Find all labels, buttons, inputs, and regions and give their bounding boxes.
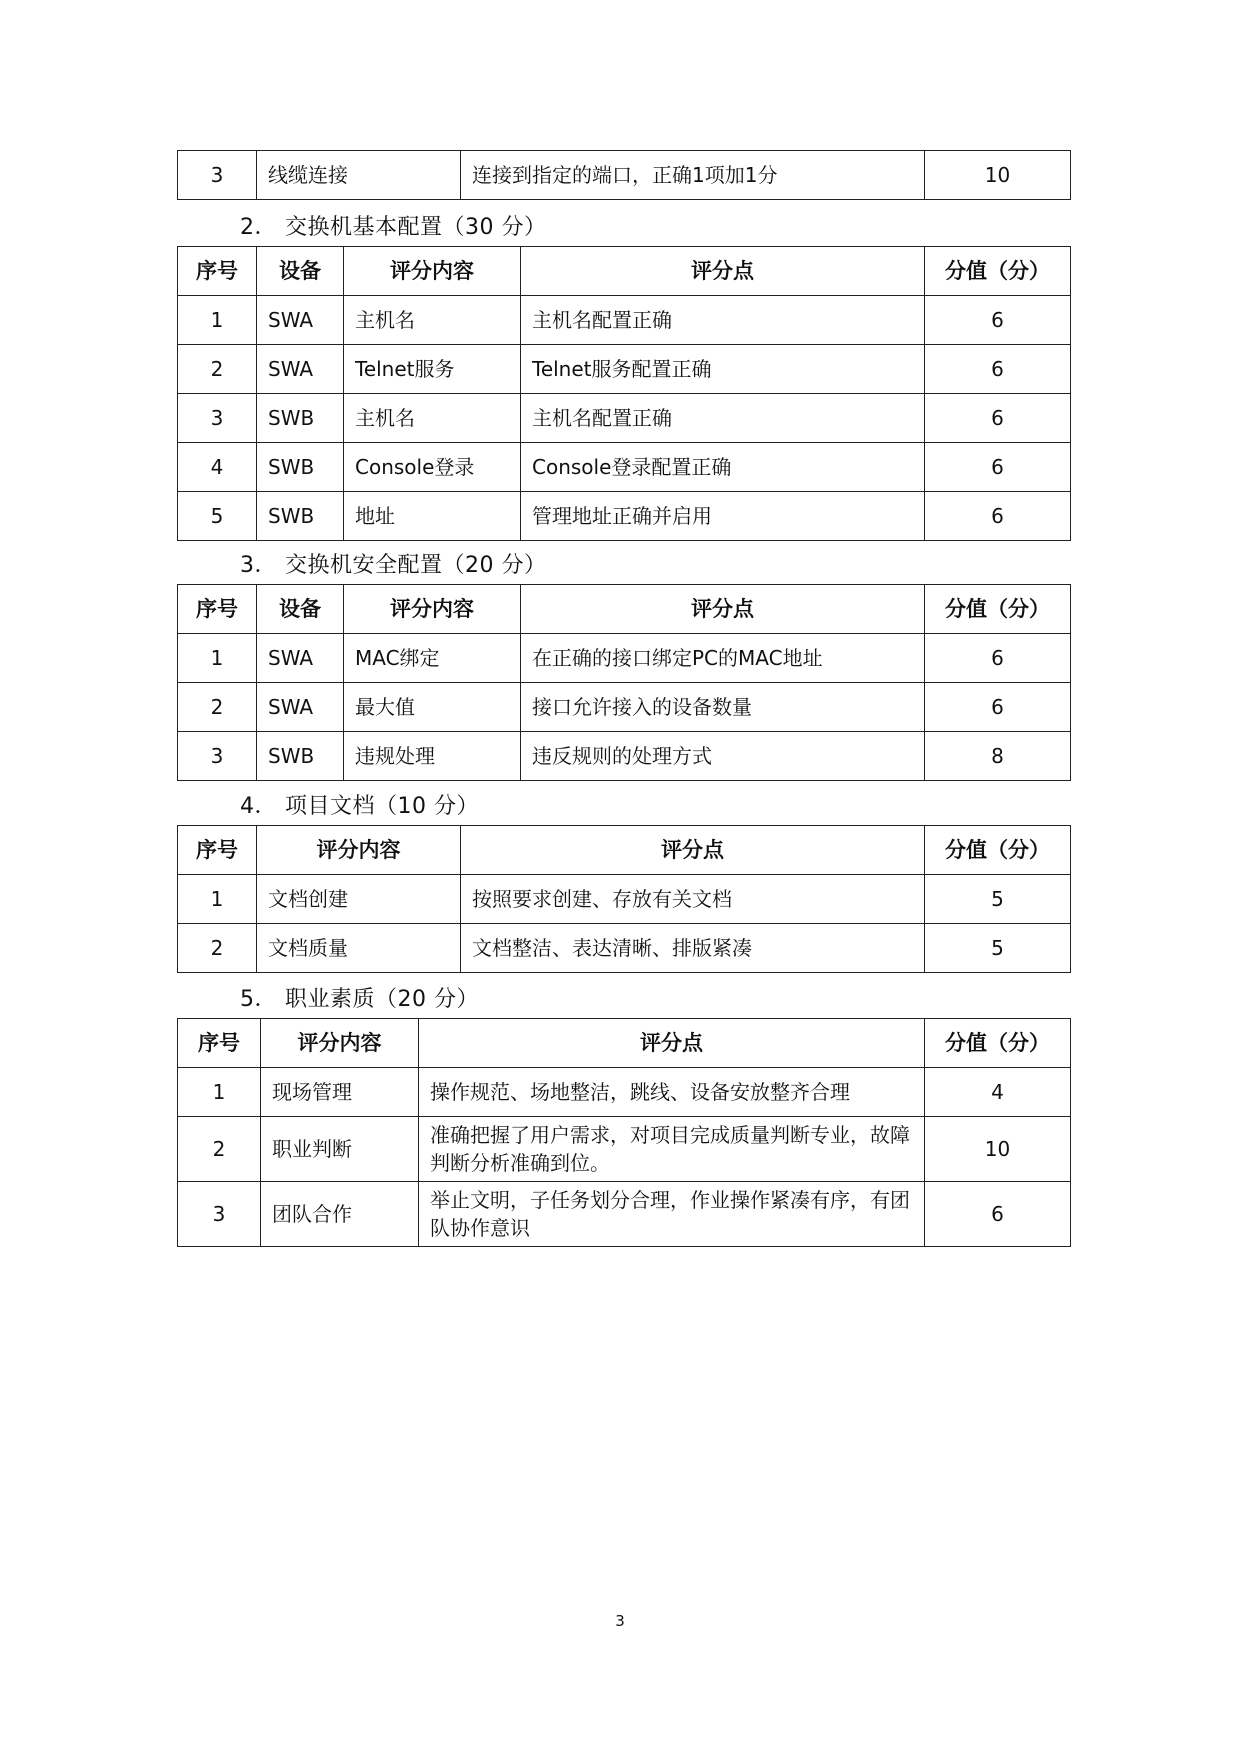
score-value: 6 <box>925 1182 1071 1247</box>
table-row <box>178 875 1071 924</box>
table-header-row <box>178 826 1071 875</box>
table-row <box>178 443 1071 492</box>
score-content: 线缆连接 <box>257 151 461 200</box>
device: SWA <box>257 296 344 345</box>
score-value: 6 <box>925 492 1071 541</box>
score-point: 主机名配置正确 <box>521 296 925 345</box>
table-row <box>178 1068 1071 1117</box>
header-no: 序号 <box>178 826 257 875</box>
table-header-row <box>178 585 1071 634</box>
row-number: 1 <box>178 1068 261 1117</box>
cabling-score-table <box>177 150 1071 200</box>
score-point: 按照要求创建、存放有关文档 <box>461 875 925 924</box>
score-value: 6 <box>925 296 1071 345</box>
row-number: 1 <box>178 634 257 683</box>
row-number: 1 <box>178 875 257 924</box>
header-score: 分值（分） <box>925 585 1071 634</box>
header-score: 分值（分） <box>925 247 1071 296</box>
row-number: 2 <box>178 924 257 973</box>
header-content: 评分内容 <box>344 247 521 296</box>
score-point: Console登录配置正确 <box>521 443 925 492</box>
header-score: 分值（分） <box>925 826 1071 875</box>
section-4-title: 4． 项目文档（10 分） <box>240 794 479 819</box>
header-content: 评分内容 <box>261 1019 419 1068</box>
device: SWB <box>257 492 344 541</box>
header-content: 评分内容 <box>344 585 521 634</box>
page-number: 3 <box>615 1612 625 1630</box>
section-3-title: 3． 交换机安全配置（20 分） <box>240 553 547 578</box>
score-content: 地址 <box>344 492 521 541</box>
project-document-table <box>177 825 1071 973</box>
table-header-row <box>178 1019 1071 1068</box>
row-number: 3 <box>178 732 257 781</box>
table-row <box>178 683 1071 732</box>
device: SWA <box>257 634 344 683</box>
score-content: 主机名 <box>344 394 521 443</box>
header-content: 评分内容 <box>257 826 461 875</box>
row-number: 5 <box>178 492 257 541</box>
switch-security-config-table <box>177 584 1071 781</box>
table-row <box>178 394 1071 443</box>
header-point: 评分点 <box>461 826 925 875</box>
score-content: Console登录 <box>344 443 521 492</box>
score-content: Telnet服务 <box>344 345 521 394</box>
row-number: 1 <box>178 296 257 345</box>
table-row <box>178 345 1071 394</box>
header-no: 序号 <box>178 247 257 296</box>
table-row <box>178 924 1071 973</box>
score-value: 6 <box>925 394 1071 443</box>
header-point: 评分点 <box>521 585 925 634</box>
row-number: 3 <box>178 1182 261 1247</box>
score-content: 文档质量 <box>257 924 461 973</box>
score-content: 最大值 <box>344 683 521 732</box>
score-content: 主机名 <box>344 296 521 345</box>
header-device: 设备 <box>257 247 344 296</box>
header-point: 评分点 <box>419 1019 925 1068</box>
score-value: 8 <box>925 732 1071 781</box>
score-point: Telnet服务配置正确 <box>521 345 925 394</box>
score-point: 违反规则的处理方式 <box>521 732 925 781</box>
score-point: 操作规范、场地整洁，跳线、设备安放整齐合理 <box>419 1068 925 1117</box>
score-point: 接口允许接入的设备数量 <box>521 683 925 732</box>
score-value: 10 <box>925 1117 1071 1182</box>
score-content: 职业判断 <box>261 1117 419 1182</box>
section-5-title: 5． 职业素质（20 分） <box>240 987 479 1012</box>
score-content: 现场管理 <box>261 1068 419 1117</box>
table-header-row <box>178 247 1071 296</box>
score-content: 文档创建 <box>257 875 461 924</box>
header-score: 分值（分） <box>925 1019 1071 1068</box>
score-value: 6 <box>925 345 1071 394</box>
score-point: 文档整洁、表达清晰、排版紧凑 <box>461 924 925 973</box>
switch-basic-config-table <box>177 246 1071 541</box>
score-content: MAC绑定 <box>344 634 521 683</box>
table-row <box>178 492 1071 541</box>
score-point: 连接到指定的端口，正确1项加1分 <box>461 151 925 200</box>
score-point: 在正确的接口绑定PC的MAC地址 <box>521 634 925 683</box>
score-value: 6 <box>925 443 1071 492</box>
score-value: 5 <box>925 875 1071 924</box>
score-value: 10 <box>925 151 1071 200</box>
row-number: 2 <box>178 1117 261 1182</box>
table-row <box>178 151 1071 200</box>
row-number: 3 <box>178 151 257 200</box>
device: SWA <box>257 345 344 394</box>
score-value: 6 <box>925 634 1071 683</box>
score-point: 举止文明，子任务划分合理，作业操作紧凑有序，有团队协作意识 <box>419 1182 925 1247</box>
device: SWB <box>257 394 344 443</box>
professional-quality-table <box>177 1018 1071 1247</box>
table-row <box>178 634 1071 683</box>
score-point: 管理地址正确并启用 <box>521 492 925 541</box>
score-value: 6 <box>925 683 1071 732</box>
device: SWB <box>257 443 344 492</box>
header-no: 序号 <box>178 1019 261 1068</box>
table-row <box>178 732 1071 781</box>
row-number: 2 <box>178 683 257 732</box>
header-point: 评分点 <box>521 247 925 296</box>
section-2-title: 2． 交换机基本配置（30 分） <box>240 215 547 240</box>
score-value: 5 <box>925 924 1071 973</box>
table-row <box>178 1182 1071 1247</box>
row-number: 3 <box>178 394 257 443</box>
score-value: 4 <box>925 1068 1071 1117</box>
device: SWA <box>257 683 344 732</box>
score-content: 违规处理 <box>344 732 521 781</box>
score-content: 团队合作 <box>261 1182 419 1247</box>
table-row <box>178 1117 1071 1182</box>
row-number: 4 <box>178 443 257 492</box>
score-point: 主机名配置正确 <box>521 394 925 443</box>
score-point: 准确把握了用户需求，对项目完成质量判断专业，故障判断分析准确到位。 <box>419 1117 925 1182</box>
row-number: 2 <box>178 345 257 394</box>
header-no: 序号 <box>178 585 257 634</box>
table-row <box>178 296 1071 345</box>
header-device: 设备 <box>257 585 344 634</box>
device: SWB <box>257 732 344 781</box>
